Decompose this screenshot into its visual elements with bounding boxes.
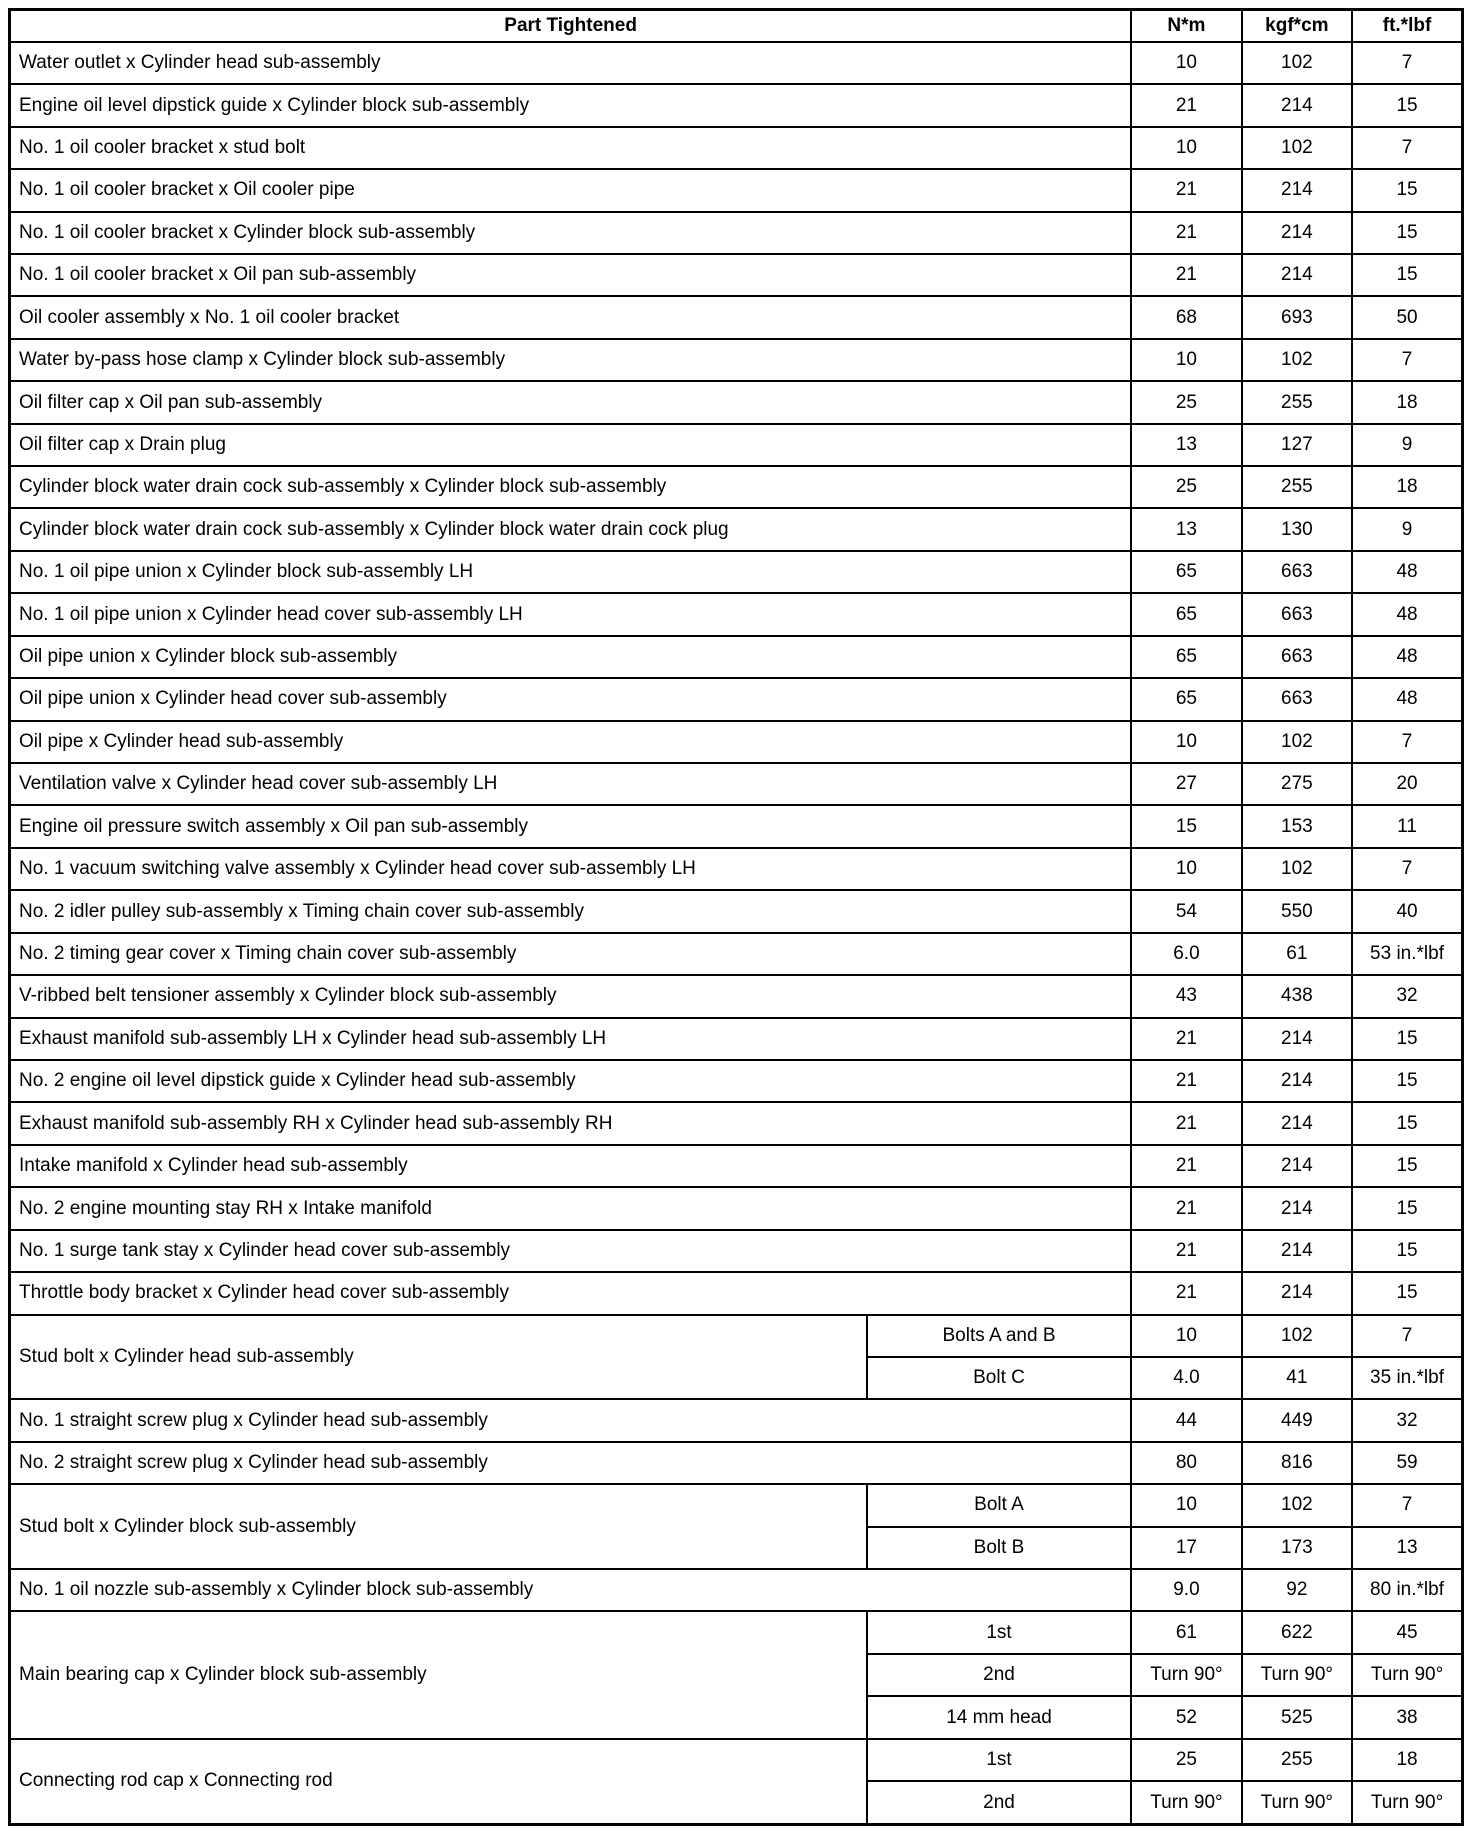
part-name-cell: No. 1 surge tank stay x Cylinder head cover sub-assembly bbox=[10, 1230, 1132, 1272]
part-name-cell: No. 2 engine mounting stay RH x Intake manifold bbox=[10, 1187, 1132, 1229]
torque-value-cell: 15 bbox=[1352, 1102, 1462, 1144]
torque-value-cell: Turn 90° bbox=[1242, 1654, 1352, 1696]
torque-value-cell: 15 bbox=[1352, 1060, 1462, 1102]
torque-value-cell: Turn 90° bbox=[1242, 1781, 1352, 1824]
torque-value-cell: 15 bbox=[1352, 1018, 1462, 1060]
table-row bbox=[10, 212, 1463, 254]
torque-value-cell: 54 bbox=[1131, 890, 1241, 932]
torque-value-cell: 130 bbox=[1242, 508, 1352, 550]
part-name-cell: No. 2 straight screw plug x Cylinder head sub-assembly bbox=[10, 1442, 1132, 1484]
part-name-cell: No. 2 idler pulley sub-assembly x Timing chain cover sub-assembly bbox=[10, 890, 1132, 932]
torque-value-cell: 48 bbox=[1352, 678, 1462, 720]
table-row bbox=[10, 721, 1463, 763]
sub-step-cell: 1st bbox=[867, 1739, 1131, 1781]
torque-value-cell: 153 bbox=[1242, 805, 1352, 847]
part-name-cell: Throttle body bracket x Cylinder head cover sub-assembly bbox=[10, 1272, 1132, 1314]
torque-value-cell: 7 bbox=[1352, 1315, 1462, 1357]
torque-value-cell: 693 bbox=[1242, 296, 1352, 338]
torque-value-cell: 18 bbox=[1352, 381, 1462, 423]
table-row bbox=[10, 508, 1463, 550]
torque-value-cell: 50 bbox=[1352, 296, 1462, 338]
torque-value-cell: 40 bbox=[1352, 890, 1462, 932]
torque-value-cell: 41 bbox=[1242, 1357, 1352, 1399]
torque-value-cell: 48 bbox=[1352, 636, 1462, 678]
torque-value-cell: 102 bbox=[1242, 339, 1352, 381]
torque-value-cell: 21 bbox=[1131, 169, 1241, 211]
torque-value-cell: 21 bbox=[1131, 1060, 1241, 1102]
table-row bbox=[10, 1569, 1463, 1611]
torque-value-cell: 65 bbox=[1131, 593, 1241, 635]
torque-value-cell: 6.0 bbox=[1131, 933, 1241, 975]
part-name-cell: Stud bolt x Cylinder block sub-assembly bbox=[10, 1484, 867, 1569]
torque-value-cell: 10 bbox=[1131, 721, 1241, 763]
part-name-cell: Exhaust manifold sub-assembly RH x Cylinder head sub-assembly RH bbox=[10, 1102, 1132, 1144]
table-row bbox=[10, 1187, 1463, 1229]
torque-value-cell: 68 bbox=[1131, 296, 1241, 338]
torque-value-cell: 80 in.*lbf bbox=[1352, 1569, 1462, 1611]
part-name-cell: No. 1 oil nozzle sub-assembly x Cylinder block sub-assembly bbox=[10, 1569, 1132, 1611]
torque-value-cell: 52 bbox=[1131, 1696, 1241, 1738]
torque-value-cell: 214 bbox=[1242, 169, 1352, 211]
torque-value-cell: 102 bbox=[1242, 721, 1352, 763]
torque-value-cell: 15 bbox=[1352, 212, 1462, 254]
torque-value-cell: Turn 90° bbox=[1352, 1654, 1462, 1696]
torque-value-cell: 102 bbox=[1242, 848, 1352, 890]
table-row bbox=[10, 296, 1463, 338]
torque-value-cell: 102 bbox=[1242, 1484, 1352, 1526]
torque-value-cell: 10 bbox=[1131, 339, 1241, 381]
torque-value-cell: 21 bbox=[1131, 1145, 1241, 1187]
torque-value-cell: 7 bbox=[1352, 721, 1462, 763]
sub-step-cell: Bolt A bbox=[867, 1484, 1131, 1526]
torque-value-cell: 9.0 bbox=[1131, 1569, 1241, 1611]
torque-value-cell: 15 bbox=[1352, 1145, 1462, 1187]
torque-value-cell: 127 bbox=[1242, 424, 1352, 466]
torque-value-cell: 21 bbox=[1131, 1102, 1241, 1144]
table-row bbox=[10, 466, 1463, 508]
torque-value-cell: 214 bbox=[1242, 1187, 1352, 1229]
torque-value-cell: 61 bbox=[1242, 933, 1352, 975]
table-row bbox=[10, 1230, 1463, 1272]
torque-value-cell: 65 bbox=[1131, 551, 1241, 593]
table-row bbox=[10, 1442, 1463, 1484]
sub-step-cell: Bolts A and B bbox=[867, 1315, 1131, 1357]
torque-value-cell: 663 bbox=[1242, 551, 1352, 593]
table-row bbox=[10, 424, 1463, 466]
torque-value-cell: 255 bbox=[1242, 1739, 1352, 1781]
table-row bbox=[10, 933, 1463, 975]
torque-value-cell: 15 bbox=[1352, 84, 1462, 126]
torque-value-cell: 32 bbox=[1352, 975, 1462, 1017]
torque-value-cell: 7 bbox=[1352, 42, 1462, 84]
table-row bbox=[10, 1315, 1463, 1357]
part-name-cell: No. 1 straight screw plug x Cylinder head sub-assembly bbox=[10, 1399, 1132, 1441]
table-row bbox=[10, 1399, 1463, 1441]
part-name-cell: Exhaust manifold sub-assembly LH x Cylinder head sub-assembly LH bbox=[10, 1018, 1132, 1060]
part-name-cell: Oil filter cap x Drain plug bbox=[10, 424, 1132, 466]
torque-value-cell: 449 bbox=[1242, 1399, 1352, 1441]
torque-value-cell: 214 bbox=[1242, 1102, 1352, 1144]
torque-value-cell: 15 bbox=[1352, 1272, 1462, 1314]
part-name-cell: Water by-pass hose clamp x Cylinder block sub-assembly bbox=[10, 339, 1132, 381]
torque-value-cell: 816 bbox=[1242, 1442, 1352, 1484]
torque-value-cell: 214 bbox=[1242, 1018, 1352, 1060]
table-row bbox=[10, 678, 1463, 720]
torque-value-cell: 11 bbox=[1352, 805, 1462, 847]
table-row bbox=[10, 169, 1463, 211]
torque-value-cell: 214 bbox=[1242, 1145, 1352, 1187]
part-name-cell: Stud bolt x Cylinder head sub-assembly bbox=[10, 1315, 867, 1400]
sub-step-cell: 14 mm head bbox=[867, 1696, 1131, 1738]
torque-value-cell: 214 bbox=[1242, 254, 1352, 296]
table-row bbox=[10, 254, 1463, 296]
torque-value-cell: 13 bbox=[1131, 508, 1241, 550]
part-name-cell: No. 1 oil pipe union x Cylinder block sub-assembly LH bbox=[10, 551, 1132, 593]
torque-value-cell: 32 bbox=[1352, 1399, 1462, 1441]
table-row bbox=[10, 593, 1463, 635]
table-row bbox=[10, 1611, 1463, 1653]
table-row bbox=[10, 975, 1463, 1017]
part-name-cell: Ventilation valve x Cylinder head cover sub-assembly LH bbox=[10, 763, 1132, 805]
table-body bbox=[10, 42, 1463, 1825]
part-name-cell: Water outlet x Cylinder head sub-assembly bbox=[10, 42, 1132, 84]
part-name-cell: No. 1 oil cooler bracket x Oil cooler pipe bbox=[10, 169, 1132, 211]
table-row bbox=[10, 890, 1463, 932]
torque-value-cell: 550 bbox=[1242, 890, 1352, 932]
torque-value-cell: Turn 90° bbox=[1131, 1654, 1241, 1696]
torque-value-cell: 15 bbox=[1352, 169, 1462, 211]
torque-value-cell: 10 bbox=[1131, 848, 1241, 890]
sub-step-cell: 2nd bbox=[867, 1654, 1131, 1696]
table-row bbox=[10, 1272, 1463, 1314]
torque-value-cell: 214 bbox=[1242, 212, 1352, 254]
torque-value-cell: 18 bbox=[1352, 1739, 1462, 1781]
torque-value-cell: 15 bbox=[1131, 805, 1241, 847]
torque-value-cell: 18 bbox=[1352, 466, 1462, 508]
sub-step-cell: Bolt B bbox=[867, 1527, 1131, 1569]
column-header-ftlbf: ft.*lbf bbox=[1352, 10, 1462, 42]
torque-value-cell: 7 bbox=[1352, 339, 1462, 381]
table-row bbox=[10, 84, 1463, 126]
torque-spec-table bbox=[8, 8, 1464, 1826]
column-header-kgfcm: kgf*cm bbox=[1242, 10, 1352, 42]
torque-value-cell: 10 bbox=[1131, 127, 1241, 169]
table-row bbox=[10, 1484, 1463, 1526]
part-name-cell: Oil cooler assembly x No. 1 oil cooler bracket bbox=[10, 296, 1132, 338]
torque-value-cell: 43 bbox=[1131, 975, 1241, 1017]
table-row bbox=[10, 551, 1463, 593]
part-name-cell: V-ribbed belt tensioner assembly x Cylinder block sub-assembly bbox=[10, 975, 1132, 1017]
torque-value-cell: 7 bbox=[1352, 848, 1462, 890]
torque-value-cell: 255 bbox=[1242, 466, 1352, 508]
torque-value-cell: 25 bbox=[1131, 381, 1241, 423]
table-row bbox=[10, 1145, 1463, 1187]
sub-step-cell: Bolt C bbox=[867, 1357, 1131, 1399]
torque-value-cell: 102 bbox=[1242, 127, 1352, 169]
torque-value-cell: 21 bbox=[1131, 1272, 1241, 1314]
torque-value-cell: 48 bbox=[1352, 551, 1462, 593]
part-name-cell: Cylinder block water drain cock sub-assembly x Cylinder block water drain cock plug bbox=[10, 508, 1132, 550]
torque-value-cell: 25 bbox=[1131, 466, 1241, 508]
torque-value-cell: 38 bbox=[1352, 1696, 1462, 1738]
torque-value-cell: Turn 90° bbox=[1131, 1781, 1241, 1824]
torque-value-cell: 17 bbox=[1131, 1527, 1241, 1569]
torque-value-cell: 102 bbox=[1242, 42, 1352, 84]
torque-value-cell: 10 bbox=[1131, 1484, 1241, 1526]
sub-step-cell: 2nd bbox=[867, 1781, 1131, 1824]
part-name-cell: No. 1 oil cooler bracket x stud bolt bbox=[10, 127, 1132, 169]
torque-value-cell: 21 bbox=[1131, 254, 1241, 296]
torque-value-cell: 65 bbox=[1131, 678, 1241, 720]
table-row bbox=[10, 1018, 1463, 1060]
torque-value-cell: 255 bbox=[1242, 381, 1352, 423]
torque-value-cell: 45 bbox=[1352, 1611, 1462, 1653]
table-row bbox=[10, 381, 1463, 423]
part-name-cell: Cylinder block water drain cock sub-assembly x Cylinder block sub-assembly bbox=[10, 466, 1132, 508]
torque-value-cell: 35 in.*lbf bbox=[1352, 1357, 1462, 1399]
torque-value-cell: 48 bbox=[1352, 593, 1462, 635]
torque-value-cell: 25 bbox=[1131, 1739, 1241, 1781]
torque-value-cell: 53 in.*lbf bbox=[1352, 933, 1462, 975]
table-row bbox=[10, 848, 1463, 890]
torque-value-cell: 438 bbox=[1242, 975, 1352, 1017]
torque-value-cell: Turn 90° bbox=[1352, 1781, 1462, 1824]
table-row bbox=[10, 127, 1463, 169]
part-name-cell: No. 2 engine oil level dipstick guide x Cylinder head sub-assembly bbox=[10, 1060, 1132, 1102]
part-name-cell: No. 2 timing gear cover x Timing chain cover sub-assembly bbox=[10, 933, 1132, 975]
torque-value-cell: 15 bbox=[1352, 1230, 1462, 1272]
torque-value-cell: 663 bbox=[1242, 593, 1352, 635]
part-name-cell: Main bearing cap x Cylinder block sub-assembly bbox=[10, 1611, 867, 1738]
torque-value-cell: 20 bbox=[1352, 763, 1462, 805]
torque-value-cell: 21 bbox=[1131, 212, 1241, 254]
torque-value-cell: 275 bbox=[1242, 763, 1352, 805]
torque-value-cell: 10 bbox=[1131, 1315, 1241, 1357]
column-header-nm: N*m bbox=[1131, 10, 1241, 42]
torque-value-cell: 7 bbox=[1352, 127, 1462, 169]
column-header-part-tightened: Part Tightened bbox=[10, 10, 1132, 42]
part-name-cell: Engine oil level dipstick guide x Cylinder block sub-assembly bbox=[10, 84, 1132, 126]
table-row bbox=[10, 763, 1463, 805]
part-name-cell: No. 1 oil cooler bracket x Oil pan sub-assembly bbox=[10, 254, 1132, 296]
torque-value-cell: 21 bbox=[1131, 1187, 1241, 1229]
part-name-cell: Engine oil pressure switch assembly x Oil pan sub-assembly bbox=[10, 805, 1132, 847]
torque-value-cell: 21 bbox=[1131, 84, 1241, 126]
torque-value-cell: 663 bbox=[1242, 678, 1352, 720]
part-name-cell: No. 1 vacuum switching valve assembly x Cylinder head cover sub-assembly LH bbox=[10, 848, 1132, 890]
torque-value-cell: 10 bbox=[1131, 42, 1241, 84]
table-row bbox=[10, 805, 1463, 847]
part-name-cell: No. 1 oil cooler bracket x Cylinder block sub-assembly bbox=[10, 212, 1132, 254]
torque-value-cell: 663 bbox=[1242, 636, 1352, 678]
torque-value-cell: 102 bbox=[1242, 1315, 1352, 1357]
torque-value-cell: 7 bbox=[1352, 1484, 1462, 1526]
torque-value-cell: 525 bbox=[1242, 1696, 1352, 1738]
header-row bbox=[10, 10, 1463, 42]
torque-value-cell: 13 bbox=[1131, 424, 1241, 466]
torque-value-cell: 92 bbox=[1242, 1569, 1352, 1611]
table-row bbox=[10, 1060, 1463, 1102]
part-name-cell: Oil pipe union x Cylinder block sub-assembly bbox=[10, 636, 1132, 678]
part-name-cell: No. 1 oil pipe union x Cylinder head cover sub-assembly LH bbox=[10, 593, 1132, 635]
torque-value-cell: 61 bbox=[1131, 1611, 1241, 1653]
part-name-cell: Intake manifold x Cylinder head sub-assembly bbox=[10, 1145, 1132, 1187]
torque-value-cell: 27 bbox=[1131, 763, 1241, 805]
table-row bbox=[10, 1739, 1463, 1781]
torque-value-cell: 13 bbox=[1352, 1527, 1462, 1569]
torque-value-cell: 59 bbox=[1352, 1442, 1462, 1484]
torque-value-cell: 21 bbox=[1131, 1018, 1241, 1060]
torque-value-cell: 15 bbox=[1352, 254, 1462, 296]
torque-value-cell: 21 bbox=[1131, 1230, 1241, 1272]
torque-value-cell: 214 bbox=[1242, 1060, 1352, 1102]
torque-value-cell: 44 bbox=[1131, 1399, 1241, 1441]
part-name-cell: Connecting rod cap x Connecting rod bbox=[10, 1739, 867, 1825]
table-row bbox=[10, 636, 1463, 678]
torque-value-cell: 4.0 bbox=[1131, 1357, 1241, 1399]
torque-value-cell: 9 bbox=[1352, 508, 1462, 550]
part-name-cell: Oil filter cap x Oil pan sub-assembly bbox=[10, 381, 1132, 423]
torque-value-cell: 15 bbox=[1352, 1187, 1462, 1229]
table-row bbox=[10, 42, 1463, 84]
torque-value-cell: 214 bbox=[1242, 1272, 1352, 1314]
torque-value-cell: 214 bbox=[1242, 1230, 1352, 1272]
table-row bbox=[10, 339, 1463, 381]
torque-value-cell: 65 bbox=[1131, 636, 1241, 678]
torque-value-cell: 80 bbox=[1131, 1442, 1241, 1484]
table-row bbox=[10, 1102, 1463, 1144]
sub-step-cell: 1st bbox=[867, 1611, 1131, 1653]
torque-value-cell: 214 bbox=[1242, 84, 1352, 126]
torque-value-cell: 173 bbox=[1242, 1527, 1352, 1569]
torque-value-cell: 9 bbox=[1352, 424, 1462, 466]
part-name-cell: Oil pipe union x Cylinder head cover sub-assembly bbox=[10, 678, 1132, 720]
torque-value-cell: 622 bbox=[1242, 1611, 1352, 1653]
part-name-cell: Oil pipe x Cylinder head sub-assembly bbox=[10, 721, 1132, 763]
